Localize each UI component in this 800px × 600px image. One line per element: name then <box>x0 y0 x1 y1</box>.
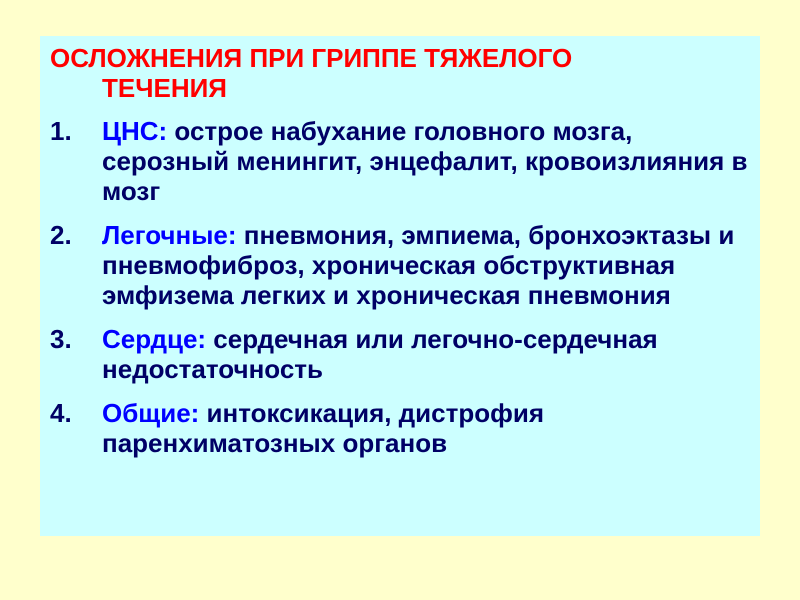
item-term: Сердце: <box>102 324 207 354</box>
item-text: пневмония, эмпиема, бронхоэктазы и пневмофиброз, хроническая обструктивная эмфизема легких и хроническая пневмония <box>102 220 735 310</box>
item-term: ЦНС: <box>102 116 168 146</box>
item-number: 4. <box>50 398 72 428</box>
item-term: Легочные: <box>102 220 237 250</box>
list-item-cardiac <box>40 324 760 384</box>
slide-title-line-1: ОСЛОЖНЕНИЯ ПРИ ГРИППЕ ТЯЖЕЛОГО <box>50 43 573 73</box>
list-item-general <box>40 398 760 458</box>
item-text: острое набухание головного мозга, серозный менингит, энцефалит, кровоизлияния в мозг <box>102 116 748 206</box>
list-item-cns <box>40 116 760 206</box>
item-term: Общие: <box>102 398 200 428</box>
item-number: 3. <box>50 324 72 354</box>
list-item-pulmonary <box>40 220 760 310</box>
item-number: 1. <box>50 116 72 146</box>
item-text: сердечная или легочно-сердечная недостаточность <box>102 324 658 384</box>
content-panel <box>40 36 760 536</box>
item-text: интоксикация, дистрофия паренхиматозных органов <box>102 398 545 458</box>
slide-title-line-2: ТЕЧЕНИЯ <box>102 73 227 103</box>
slide-title <box>50 43 730 103</box>
complications-list <box>40 116 760 472</box>
item-number: 2. <box>50 220 72 250</box>
